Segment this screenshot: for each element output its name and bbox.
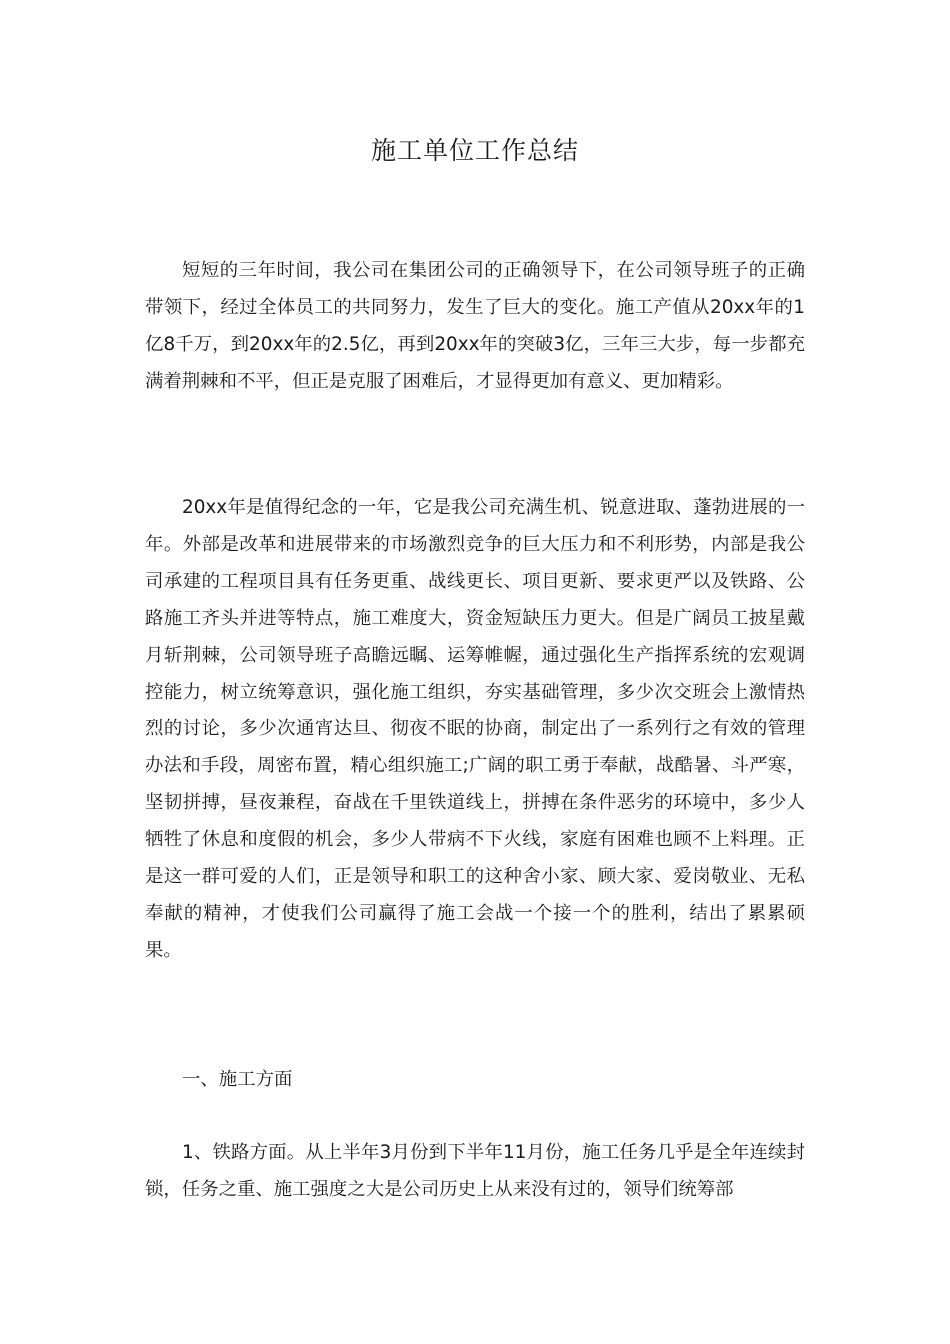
document-title: 施工单位工作总结	[370, 136, 579, 165]
section-heading-construction: 一、施工方面	[182, 1069, 293, 1090]
paragraph-railway: 1、铁路方面。从上半年3月份到下半年11月份，施工任务几乎是全年连续封锁，任务之重、施工强度之大是公司历史上从来没有过的，领导们统筹部	[145, 1142, 805, 1200]
paragraph-intro: 短短的三年时间，我公司在集团公司的正确领导下，在公司领导班子的正确带领下，经过全体员工的共同努力，发生了巨大的变化。施工产值从20xx年的1亿8千万，到20xx年的2.5亿，再到20xx年的突破3亿，三年三大步，每一步都充满着荆棘和不平，但正是克服了困难后，才显得更加有意义、更加精彩。	[145, 260, 805, 392]
paragraph-year-review: 20xx年是值得纪念的一年，它是我公司充满生机、锐意进取、蓬勃进展的一年。外部是改革和进展带来的市场激烈竞争的巨大压力和不利形势，内部是我公司承建的工程项目具有任务更重、战线更长、项目更新、要求更严以及铁路、公路施工齐头并进等特点，施工难度大，资金短缺压力更大。但是广阔员工披星戴月斩荆棘，公司领导班子高瞻远瞩、运筹帷幄，通过强化生产指挥系统的宏观调控能力，树立统筹意识，强化施工组织，夯实基础管理，多少次交班会上激情热烈的讨论，多少次通宵达旦、彻夜不眠的协商，制定出了一系列行之有效的管理办法和手段，周密布置，精心组织施工;广阔的职工勇于奉献，战酷暑、斗严寒，坚韧拼搏，昼夜兼程，奋战在千里铁道线上，拼搏在条件恶劣的环境中，多少人牺牲了休息和度假的机会，多少人带病不下火线，家庭有困难也顾不上料理。正是这一群可爱的人们，正是领导和职工的这种舍小家、顾大家、爱岗敬业、无私奉献的精神，才使我们公司赢得了施工会战一个接一个的胜利，结出了累累硕果。	[145, 497, 805, 961]
